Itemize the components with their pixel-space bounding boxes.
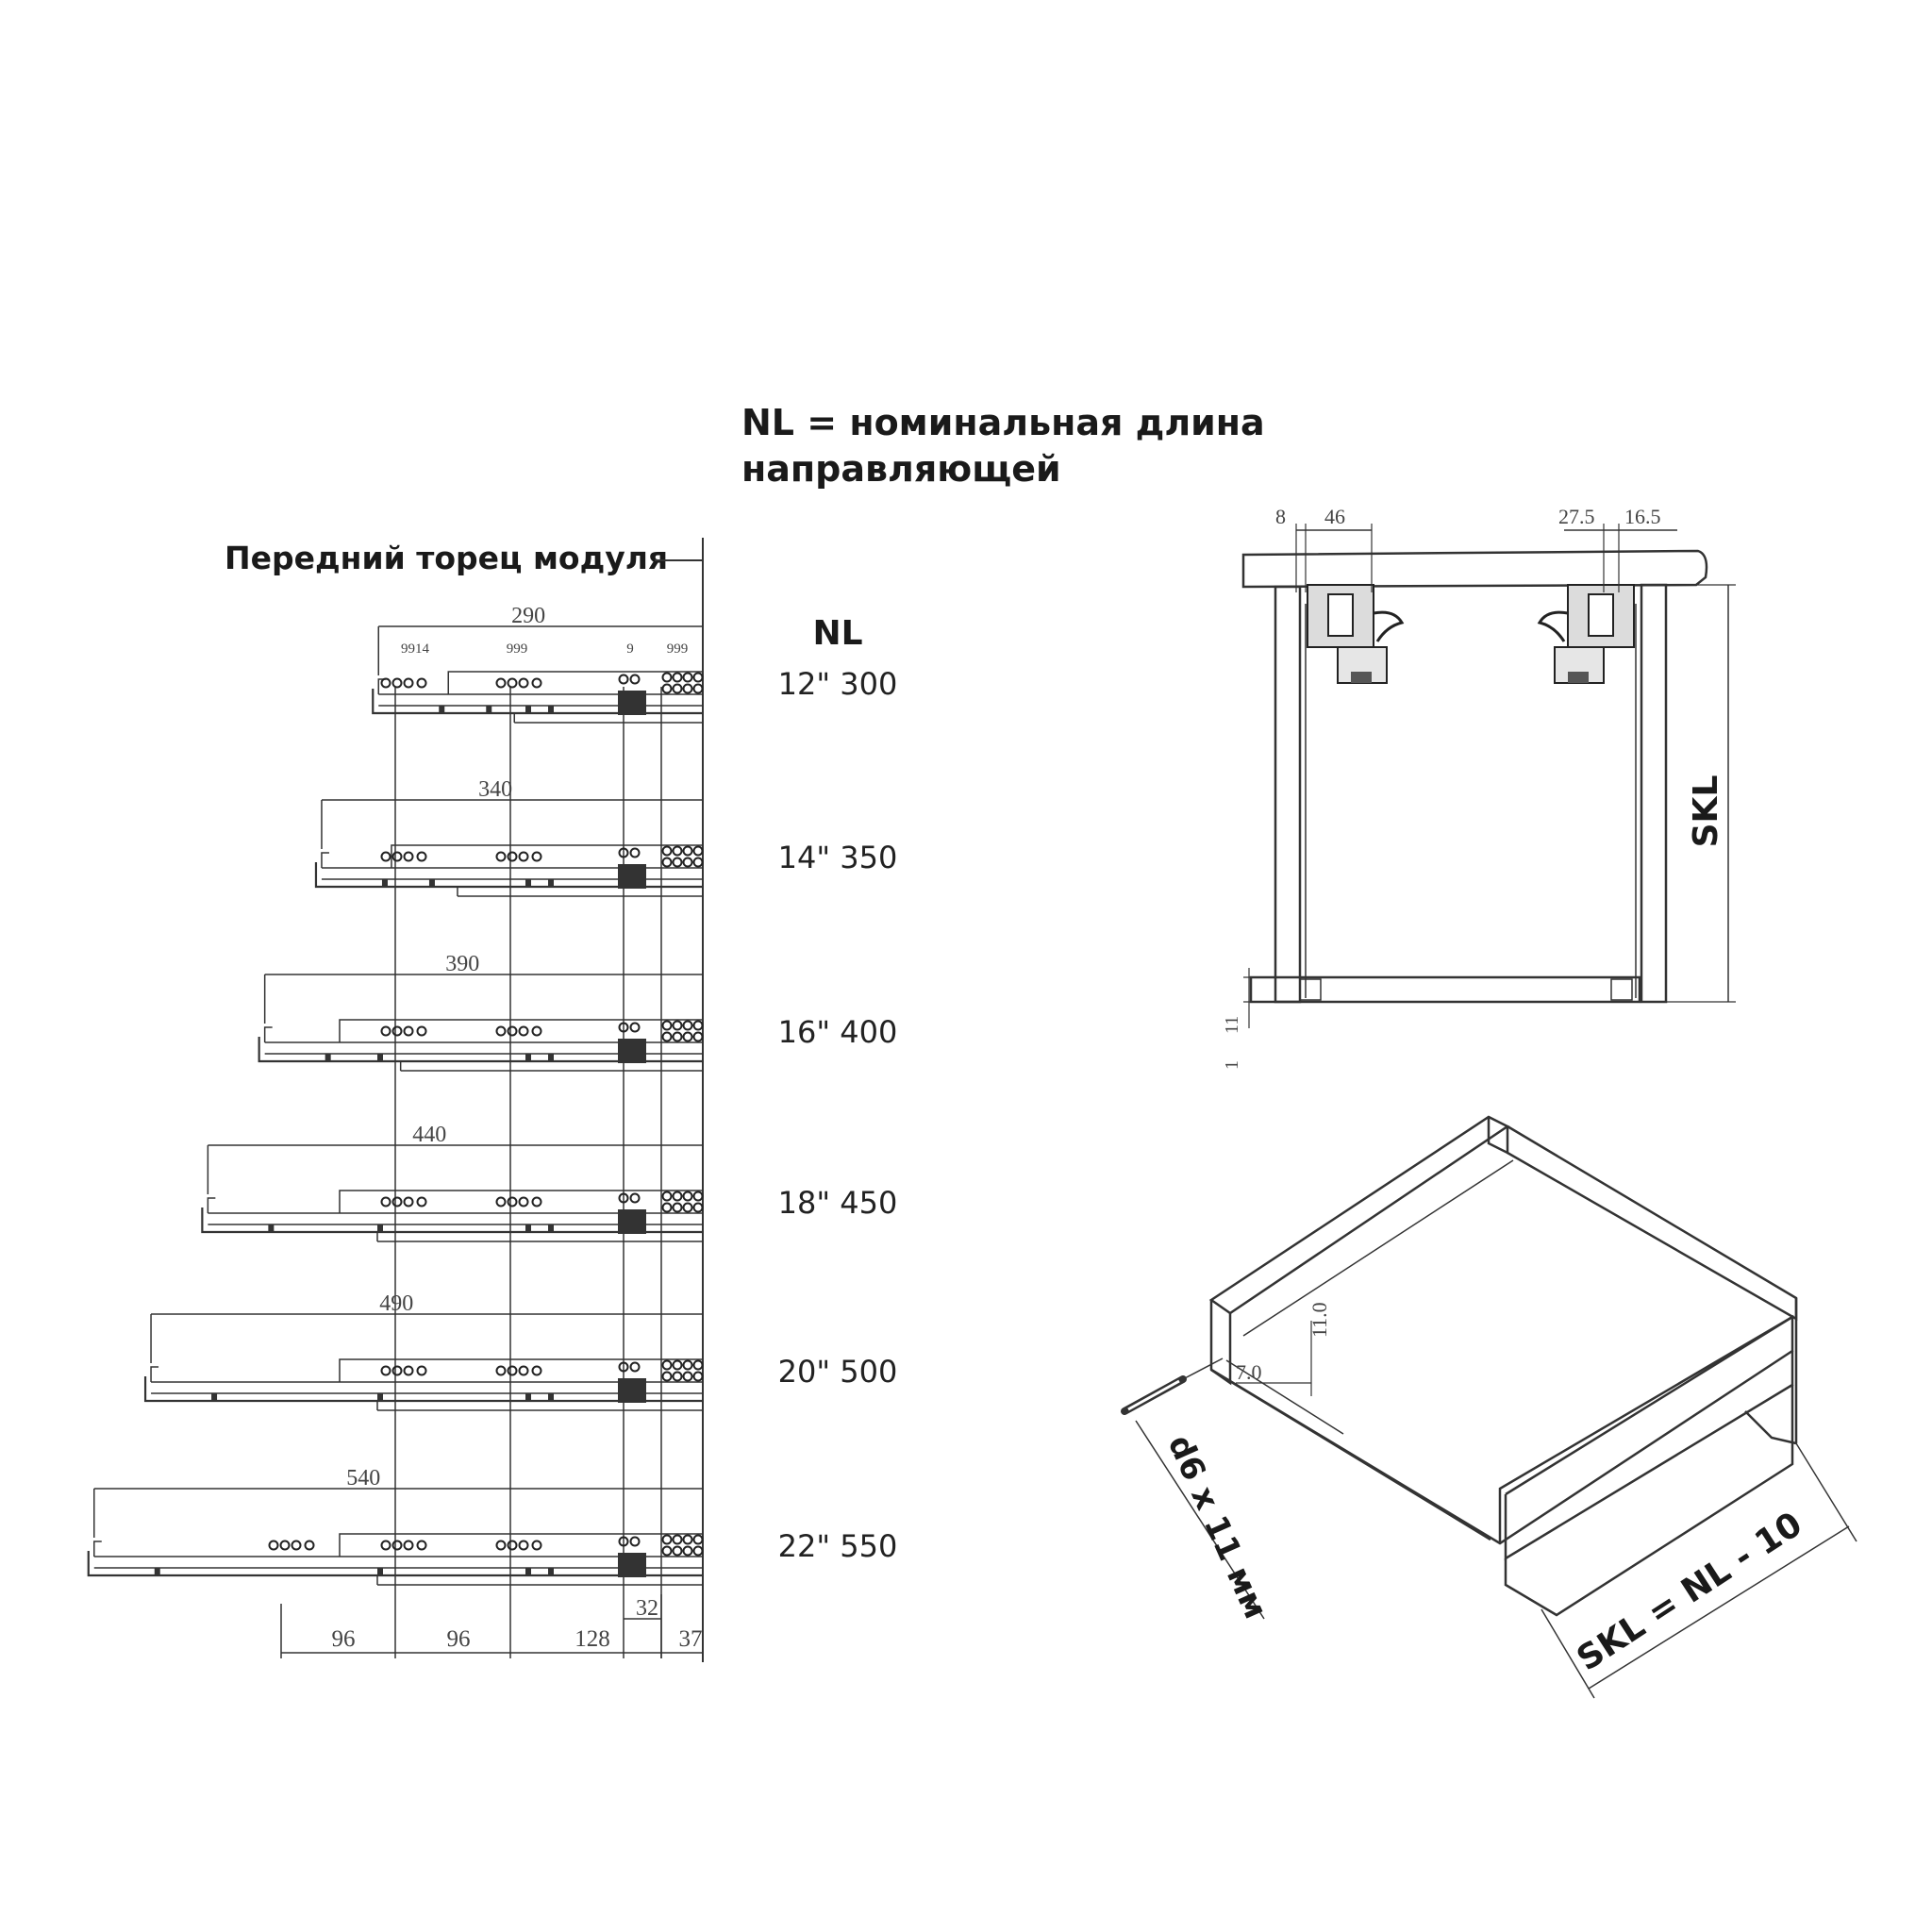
cab-side-dim: 11 <box>1222 1015 1242 1034</box>
mount-hole <box>684 1022 692 1030</box>
svg-text:9914: 9914 <box>401 641 429 657</box>
mount-hole <box>663 1204 672 1212</box>
rail-2 <box>316 777 897 896</box>
svg-text:9: 9 <box>626 641 634 657</box>
mount-hole <box>382 679 391 688</box>
drawer-dim-7: 7.0 <box>1236 1360 1262 1384</box>
mount-hole <box>674 685 682 693</box>
rail-tab <box>525 1224 531 1232</box>
mount-hole <box>508 679 517 688</box>
mount-hole <box>684 1204 692 1212</box>
mount-hole <box>663 1033 672 1041</box>
rail-length-label: 290 <box>511 604 546 628</box>
dowel-label: d6 x 11 мм <box>1159 1429 1275 1624</box>
mount-hole <box>663 1192 672 1201</box>
mount-hole <box>663 847 672 856</box>
mount-hole <box>382 853 391 861</box>
title-line-1: NL = номинальная длина <box>741 402 1265 443</box>
mount-hole <box>674 1033 682 1041</box>
nl-size-label: 16" 400 <box>777 1014 898 1050</box>
mount-hole <box>533 1367 541 1375</box>
mount-hole <box>684 1536 692 1544</box>
mount-hole <box>674 1373 682 1381</box>
mount-hole <box>418 1198 426 1207</box>
dim-37: 37 <box>678 1626 703 1652</box>
mount-hole <box>684 1033 692 1041</box>
mount-hole <box>418 679 426 688</box>
mount-hole <box>520 1367 528 1375</box>
rail-length-label: 490 <box>379 1291 414 1316</box>
mount-hole <box>405 853 413 861</box>
mount-hole <box>684 1361 692 1370</box>
mount-hole <box>382 1541 391 1550</box>
mount-hole <box>533 1198 541 1207</box>
bottom-dimension-chain <box>281 1594 703 1658</box>
nl-size-label: 22" 550 <box>777 1528 898 1564</box>
rail-tab <box>525 879 531 887</box>
cab-dim-46: 46 <box>1324 505 1345 528</box>
locking-device <box>618 1209 646 1234</box>
dim-96-b: 96 <box>446 1626 471 1652</box>
rail-length-label: 440 <box>412 1123 447 1147</box>
drawer-dim-11: 11.0 <box>1307 1302 1331 1338</box>
mount-hole <box>674 1536 682 1544</box>
mount-hole <box>684 1192 692 1201</box>
mount-hole <box>684 1373 692 1381</box>
mount-hole <box>694 1033 703 1041</box>
rail-tab <box>429 879 435 887</box>
mount-hole <box>497 1367 506 1375</box>
mount-hole <box>292 1541 301 1550</box>
rail-3 <box>259 952 898 1071</box>
mount-hole <box>418 1541 426 1550</box>
mount-hole <box>663 685 672 693</box>
mount-hole <box>663 1536 672 1544</box>
mount-hole <box>382 1367 391 1375</box>
drawer-isometric-view <box>1124 1117 1857 1698</box>
left-runner-mechanism <box>1307 585 1402 683</box>
mount-hole <box>418 1027 426 1036</box>
mount-hole <box>497 679 506 688</box>
mount-hole <box>663 1373 672 1381</box>
locking-device <box>618 691 646 715</box>
mount-hole <box>418 853 426 861</box>
top-hole-labels <box>401 641 688 657</box>
mount-hole <box>393 853 402 861</box>
mount-hole <box>405 1027 413 1036</box>
mount-hole <box>382 1027 391 1036</box>
rail-5 <box>145 1291 897 1410</box>
mount-hole <box>663 1547 672 1556</box>
rail-tab <box>377 1568 383 1575</box>
rail-tab <box>211 1393 217 1401</box>
nl-column-header: NL <box>812 614 863 653</box>
locking-device <box>618 1553 646 1577</box>
locking-device <box>618 864 646 889</box>
mount-hole <box>674 674 682 682</box>
mount-hole <box>694 685 703 693</box>
mount-hole <box>393 1027 402 1036</box>
mount-hole <box>663 858 672 867</box>
rail-tab <box>525 706 531 713</box>
mount-hole <box>684 685 692 693</box>
mount-hole <box>694 847 703 856</box>
mount-hole <box>393 679 402 688</box>
front-face-label: Передний торец модуля <box>225 540 669 576</box>
rail-tab <box>548 1054 554 1061</box>
mount-hole <box>684 1547 692 1556</box>
cabinet-front-view <box>1222 505 1736 1070</box>
mount-hole <box>497 1198 506 1207</box>
mount-hole <box>520 679 528 688</box>
title-line-2: направляющей <box>741 448 1061 490</box>
mount-hole <box>674 1547 682 1556</box>
rail-group <box>89 604 898 1585</box>
rail-tab <box>548 1393 554 1401</box>
mount-hole <box>270 1541 278 1550</box>
dim-96-a: 96 <box>331 1626 356 1652</box>
nl-size-label: 18" 450 <box>777 1185 898 1221</box>
locking-device <box>618 1378 646 1403</box>
mount-hole <box>694 1204 703 1212</box>
mount-hole <box>393 1367 402 1375</box>
mount-hole <box>520 1198 528 1207</box>
mount-hole <box>533 1027 541 1036</box>
mount-hole <box>281 1541 290 1550</box>
rail-tab <box>439 706 444 713</box>
mount-hole <box>418 1367 426 1375</box>
mount-hole <box>663 1361 672 1370</box>
mount-hole <box>674 1192 682 1201</box>
rail-length-label: 540 <box>346 1466 381 1491</box>
right-runner-mechanism <box>1540 585 1634 683</box>
mount-hole <box>520 853 528 861</box>
nl-size-label: 14" 350 <box>777 840 898 875</box>
mount-hole <box>520 1027 528 1036</box>
mount-hole <box>694 1192 703 1201</box>
rail-tab <box>377 1393 383 1401</box>
rail-tab <box>268 1224 274 1232</box>
mount-hole <box>533 853 541 861</box>
mount-hole <box>393 1198 402 1207</box>
mount-hole <box>674 1022 682 1030</box>
rail-tab <box>382 879 388 887</box>
mount-hole <box>508 1541 517 1550</box>
mount-hole <box>533 679 541 688</box>
rail-length-label: 340 <box>478 777 513 802</box>
cab-dim-8: 8 <box>1275 505 1286 528</box>
rail-tab <box>377 1054 383 1061</box>
rail-tab <box>525 1568 531 1575</box>
mount-hole <box>694 858 703 867</box>
mount-hole <box>674 858 682 867</box>
skl-formula: SKL = NL - 10 <box>1570 1505 1809 1679</box>
rail-tab <box>548 706 554 713</box>
mount-hole <box>684 858 692 867</box>
mount-hole <box>393 1541 402 1550</box>
locking-device <box>618 1039 646 1063</box>
mount-hole <box>694 1022 703 1030</box>
mount-hole <box>405 1367 413 1375</box>
mount-hole <box>663 674 672 682</box>
dim-128: 128 <box>575 1626 610 1652</box>
svg-text:999: 999 <box>506 641 528 657</box>
mount-hole <box>674 1361 682 1370</box>
mount-hole <box>684 674 692 682</box>
nl-size-label: 20" 500 <box>777 1354 898 1390</box>
rail-6 <box>89 1466 898 1585</box>
mount-hole <box>684 847 692 856</box>
mount-hole <box>508 1198 517 1207</box>
mount-hole <box>694 674 703 682</box>
mount-hole <box>674 847 682 856</box>
mount-hole <box>694 1361 703 1370</box>
rail-tab <box>548 1224 554 1232</box>
cab-dim-27-5: 27.5 <box>1558 505 1595 528</box>
mount-hole <box>694 1547 703 1556</box>
skl-label: SKL <box>1687 774 1725 848</box>
rail-tab <box>155 1568 160 1575</box>
rail-length-label: 390 <box>445 952 480 976</box>
mount-hole <box>382 1198 391 1207</box>
rail-4 <box>202 1123 897 1241</box>
rail-tab <box>525 1393 531 1401</box>
mount-hole <box>533 1541 541 1550</box>
mount-hole <box>405 1541 413 1550</box>
dim-32: 32 <box>636 1596 658 1621</box>
cab-side-dim2: 1 <box>1222 1060 1242 1070</box>
nl-size-label: 12" 300 <box>777 666 898 702</box>
mount-hole <box>674 1204 682 1212</box>
hole-guide-lines <box>395 687 661 1658</box>
cab-dim-16-5: 16.5 <box>1624 505 1661 528</box>
mount-hole <box>520 1541 528 1550</box>
rail-tab <box>486 706 491 713</box>
svg-text:999: 999 <box>666 641 689 657</box>
mount-hole <box>694 1536 703 1544</box>
mount-hole <box>663 1022 672 1030</box>
mount-hole <box>508 1367 517 1375</box>
rail-tab <box>525 1054 531 1061</box>
mount-hole <box>694 1373 703 1381</box>
mount-hole <box>508 1027 517 1036</box>
mount-hole <box>405 1198 413 1207</box>
rail-tab <box>548 1568 554 1575</box>
rail-tab <box>548 879 554 887</box>
mount-hole <box>508 853 517 861</box>
mount-hole <box>405 679 413 688</box>
rail-tab <box>325 1054 331 1061</box>
mount-hole <box>497 1541 506 1550</box>
mount-hole <box>497 853 506 861</box>
rail-tab <box>377 1224 383 1232</box>
mount-hole <box>497 1027 506 1036</box>
mount-hole <box>306 1541 314 1550</box>
